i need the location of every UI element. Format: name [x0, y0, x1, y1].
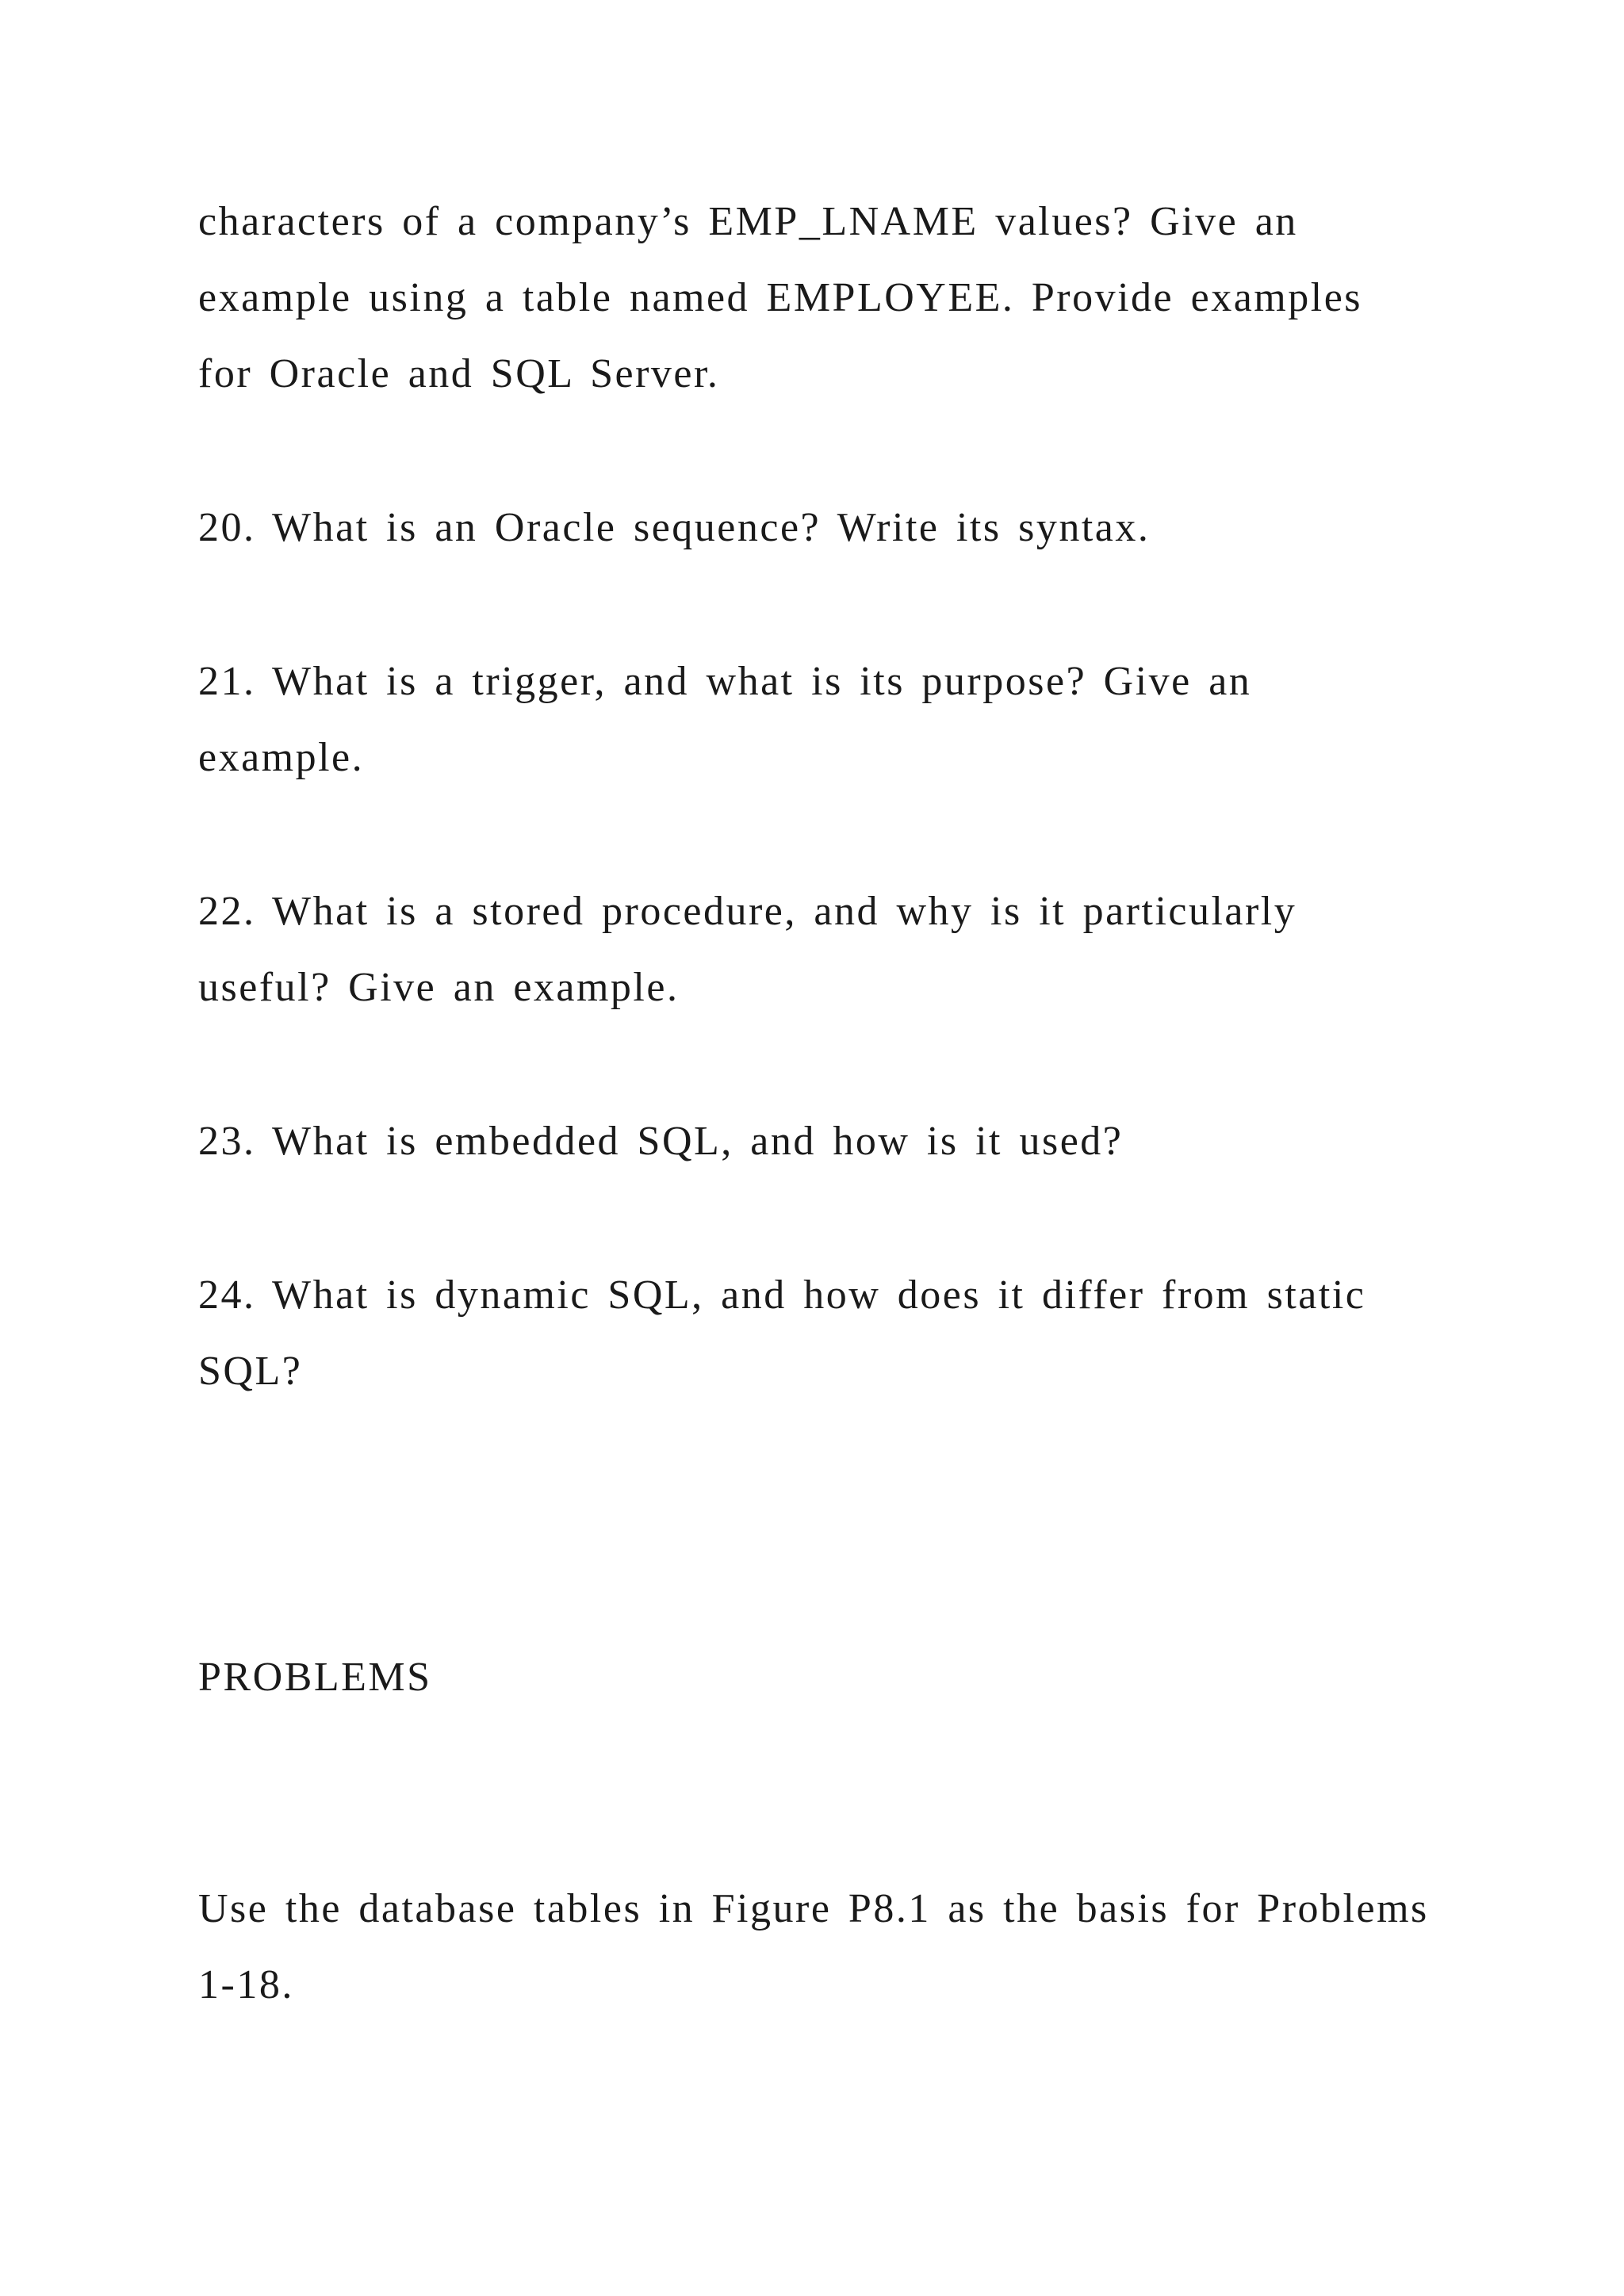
text-line: 23. What is embedded SQL, and how is it used?	[198, 1119, 1124, 1164]
text-line: example using a table named EMPLOYEE. Provide examples	[198, 275, 1363, 320]
text-line: 1-18.	[198, 1962, 294, 2007]
question-21	[198, 644, 1467, 796]
text-line: useful? Give an example.	[198, 965, 680, 1010]
text-line: SQL?	[198, 1349, 303, 1394]
question-22	[198, 874, 1467, 1026]
section-heading	[198, 1640, 1467, 1716]
text-line: Use the database tables in Figure P8.1 as the basis for Problems	[198, 1886, 1429, 1931]
text-line: 21. What is a trigger, and what is its purpose? Give an	[198, 659, 1252, 704]
heading-text: PROBLEMS	[198, 1655, 432, 1700]
text-line: for Oracle and SQL Server.	[198, 351, 720, 396]
text-line: 24. What is dynamic SQL, and how does it differ from static	[198, 1272, 1366, 1318]
question-20	[198, 490, 1467, 566]
question-24	[198, 1257, 1467, 1410]
text-line: example.	[198, 735, 365, 780]
problems-instruction	[198, 1871, 1467, 2023]
text-line: 22. What is a stored procedure, and why is it particularly	[198, 889, 1297, 934]
text-line: characters of a company’s EMP_LNAME values? Give an	[198, 199, 1298, 244]
question-23	[198, 1104, 1467, 1180]
intro-paragraph	[198, 184, 1467, 412]
text-line: 20. What is an Oracle sequence? Write its syntax.	[198, 505, 1151, 550]
